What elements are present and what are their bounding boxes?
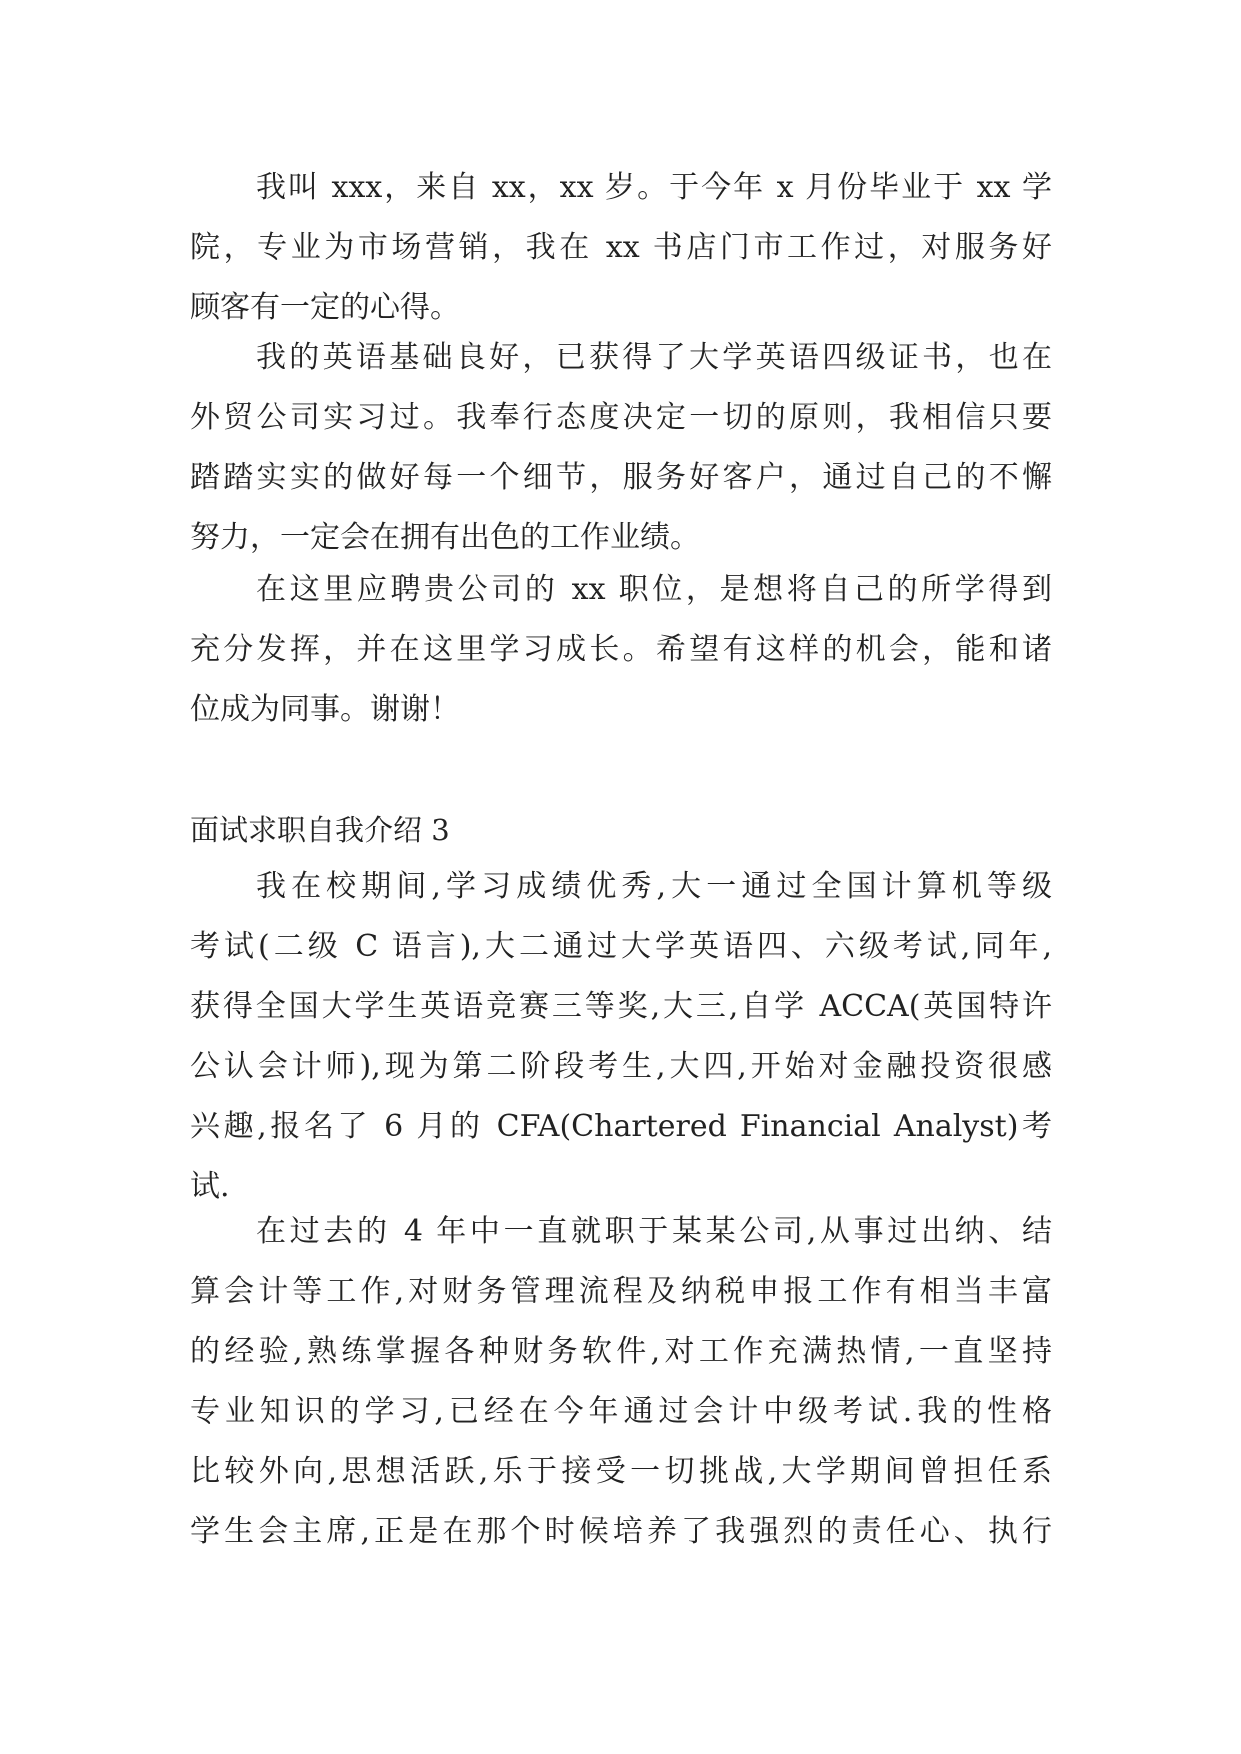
paragraph-line: 我的英语基础良好，已获得了大学英语四级证书，也在	[256, 340, 1052, 375]
paragraph-line: 试.	[190, 1169, 230, 1204]
paragraph-line: 我叫 xxx，来自 xx，xx 岁。于今年 x 月份毕业于 xx 学	[256, 170, 1052, 205]
paragraph-line: 学生会主席,正是在那个时候培养了我强烈的责任心、执行	[190, 1514, 1052, 1549]
paragraph-line: 兴趣,报名了 6 月的 CFA(Chartered Financial Analyst)考	[190, 1109, 1052, 1144]
paragraph-line: 公认会计师),现为第二阶段考生,大四,开始对金融投资很感	[190, 1049, 1052, 1084]
paragraph-line: 算会计等工作,对财务管理流程及纳税申报工作有相当丰富	[190, 1274, 1052, 1309]
paragraph	[190, 328, 1052, 568]
paragraph-line: 踏踏实实的做好每一个细节，服务好客户，通过自己的不懈	[190, 460, 1052, 495]
paragraph-line: 在过去的 4 年中一直就职于某某公司,从事过出纳、结	[256, 1214, 1052, 1249]
paragraph-line: 外贸公司实习过。我奉行态度决定一切的原则，我相信只要	[190, 400, 1052, 435]
paragraph-line: 顾客有一定的心得。	[190, 290, 460, 325]
paragraph	[190, 857, 1052, 1217]
paragraph-line: 比较外向,思想活跃,乐于接受一切挑战,大学期间曾担任系	[190, 1454, 1052, 1489]
paragraph-line: 的经验,熟练掌握各种财务软件,对工作充满热情,一直坚持	[190, 1334, 1052, 1369]
paragraph-line: 专业知识的学习,已经在今年通过会计中级考试.我的性格	[190, 1394, 1052, 1429]
paragraph	[190, 560, 1052, 740]
paragraph-line: 努力，一定会在拥有出色的工作业绩。	[190, 520, 700, 555]
paragraph-line: 我在校期间,学习成绩优秀,大一通过全国计算机等级	[256, 869, 1052, 904]
paragraph-line: 充分发挥，并在这里学习成长。希望有这样的机会，能和诸	[190, 632, 1052, 667]
paragraph	[190, 158, 1052, 338]
paragraph-line: 获得全国大学生英语竞赛三等奖,大三,自学 ACCA(英国特许	[190, 989, 1052, 1024]
paragraph-line: 考试(二级 C 语言),大二通过大学英语四、六级考试,同年,	[190, 929, 1052, 964]
paragraph-line: 在这里应聘贵公司的 xx 职位，是想将自己的所学得到	[256, 572, 1052, 607]
paragraph-line: 位成为同事。谢谢！	[190, 692, 460, 727]
paragraph-line: 院，专业为市场营销，我在 xx 书店门市工作过，对服务好	[190, 230, 1052, 265]
paragraph	[190, 1202, 1052, 1562]
section-heading: 面试求职自我介绍 3	[190, 813, 450, 847]
